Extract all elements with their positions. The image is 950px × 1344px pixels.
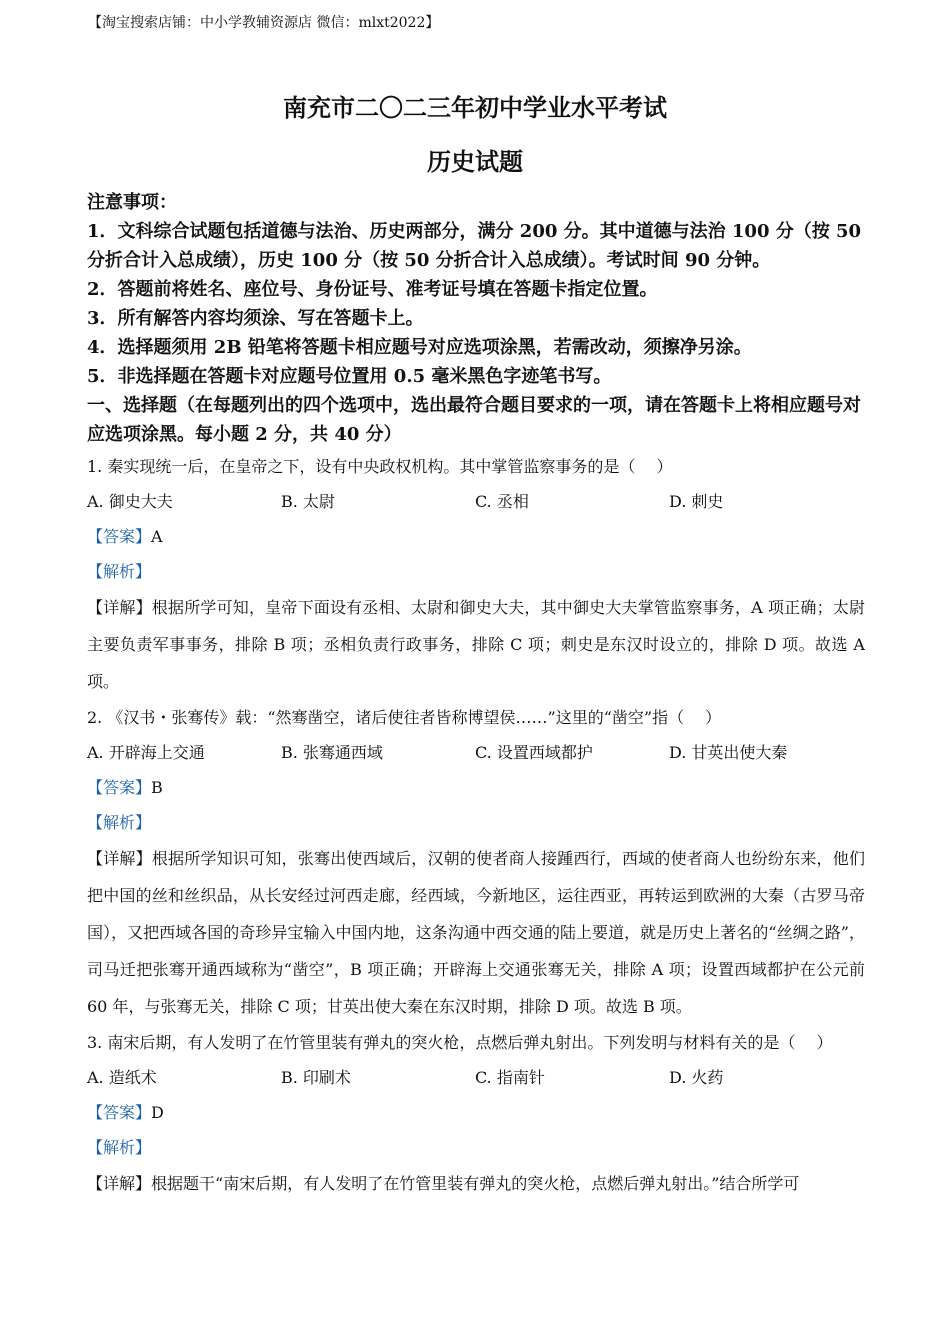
detail-label: 【详解】 xyxy=(87,1174,152,1193)
page-title: 南充市二〇二三年初中学业水平考试 xyxy=(283,93,667,122)
section-heading: 一、选择题（在每题列出的四个选项中，选出最符合题目要求的一项，请在答题卡上将相应题号对应选项涂黑。每小题 2 分，共 40 分） xyxy=(87,395,861,445)
analysis-line xyxy=(87,554,865,589)
answer-value: A xyxy=(151,527,163,546)
option: A. 造纸术 xyxy=(87,1068,157,1087)
detail-label: 【详解】 xyxy=(87,598,152,617)
answer-line xyxy=(87,1095,865,1130)
question-stem: 1. 秦实现统一后，在皇帝之下，设有中央政权机构。其中掌管监察事务的是（ ） xyxy=(87,457,673,476)
answer-value: B xyxy=(151,778,163,797)
analysis-label: 【解析】 xyxy=(87,562,152,581)
question-stem: 2. 《汉书・张骞传》载：“然骞凿空，诸后使往者皆称博望侯……”这里的“凿空”指（ ） xyxy=(87,708,722,727)
analysis-label: 【解析】 xyxy=(87,813,152,832)
option: C. 设置西域都护 xyxy=(475,743,593,762)
options-row xyxy=(87,735,865,770)
detail-paragraph xyxy=(87,1165,865,1202)
notice-item: 2．答题前将姓名、座位号、身份证号、准考证号填在答题卡指定位置。 xyxy=(87,279,658,300)
notice-item: 5．非选择题在答题卡对应题号位置用 0.5 毫米黑色字迹笔书写。 xyxy=(87,366,612,387)
detail-label: 【详解】 xyxy=(87,849,152,868)
option: C. 丞相 xyxy=(475,492,529,511)
option: C. 指南针 xyxy=(475,1068,545,1087)
options-row xyxy=(87,484,865,519)
analysis-line xyxy=(87,1130,865,1165)
option: D. 火药 xyxy=(669,1068,724,1087)
option: D. 刺史 xyxy=(669,492,724,511)
detail-text: 根据题干“南宋后期，有人发明了在竹管里装有弹丸的突火枪，点燃后弹丸射出。”结合所学可 xyxy=(151,1174,800,1193)
notice-item: 4．选择题须用 2B 铅笔将答题卡相应题号对应选项涂黑，若需改动，须擦净另涂。 xyxy=(87,337,752,358)
detail-text: 根据所学知识可知，张骞出使西域后，汉朝的使者商人接踵西行，西域的使者商人也纷纷东来，他们把中国的丝和丝织品，从长安经过河西走廊，经西域，今新地区，运往西亚，再转运到欧洲的大秦（古罗马帝国），又把西域各国的奇珍异宝输入中国内地，这条沟通中西交通的陆上要道，就是历史上著名的“丝绸之路”，司马迁把张骞开通西域称为“凿空”，B 项正确；开辟海上交通张骞无关，排除 A 项；设置西域都护在公元前 60 年，与张骞无关，排除 C 项；甘英出使大秦在东汉时期，排除 D 项。故选 B 项。 xyxy=(87,849,865,1016)
option: B. 太尉 xyxy=(281,492,335,511)
option: B. 张骞通西域 xyxy=(281,743,383,762)
header-note: 【淘宝搜索店铺：中小学教辅资源店 微信：mlxt2022】 xyxy=(88,15,440,31)
option: A. 御史大夫 xyxy=(87,492,173,511)
page-subtitle: 历史试题 xyxy=(427,147,523,176)
document-body xyxy=(87,188,865,1202)
detail-paragraph xyxy=(87,840,865,1025)
analysis-label: 【解析】 xyxy=(87,1138,152,1157)
detail-text: 根据所学可知，皇帝下面设有丞相、太尉和御史大夫，其中御史大夫掌管监察事务，A 项正确；太尉主要负责军事事务，排除 B 项；丞相负责行政事务，排除 C 项；刺史是东汉时设立的，排除 D 项。故选 A 项。 xyxy=(87,598,865,691)
answer-label: 【答案】 xyxy=(87,1103,152,1122)
answer-label: 【答案】 xyxy=(87,527,152,546)
notice-item: 1．文科综合试题包括道德与法治、历史两部分，满分 200 分。其中道德与法治 100 分（按 50 分折合计入总成绩），历史 100 分（按 50 分折合计入总成绩）。考试时间 90 分钟。 xyxy=(87,221,862,271)
analysis-line xyxy=(87,805,865,840)
answer-line xyxy=(87,519,865,554)
option: D. 甘英出使大秦 xyxy=(669,743,788,762)
options-row xyxy=(87,1060,865,1095)
notice-item: 3．所有解答内容均须涂、写在答题卡上。 xyxy=(87,308,424,329)
notice-heading: 注意事项： xyxy=(87,192,177,213)
detail-paragraph xyxy=(87,589,865,700)
option: A. 开辟海上交通 xyxy=(87,743,205,762)
answer-label: 【答案】 xyxy=(87,778,152,797)
option: B. 印刷术 xyxy=(281,1068,351,1087)
question-stem: 3. 南宋后期，有人发明了在竹管里装有弹丸的突火枪，点燃后弹丸射出。下列发明与材料有关的是（ ） xyxy=(87,1033,833,1052)
answer-line xyxy=(87,770,865,805)
answer-value: D xyxy=(151,1103,164,1122)
